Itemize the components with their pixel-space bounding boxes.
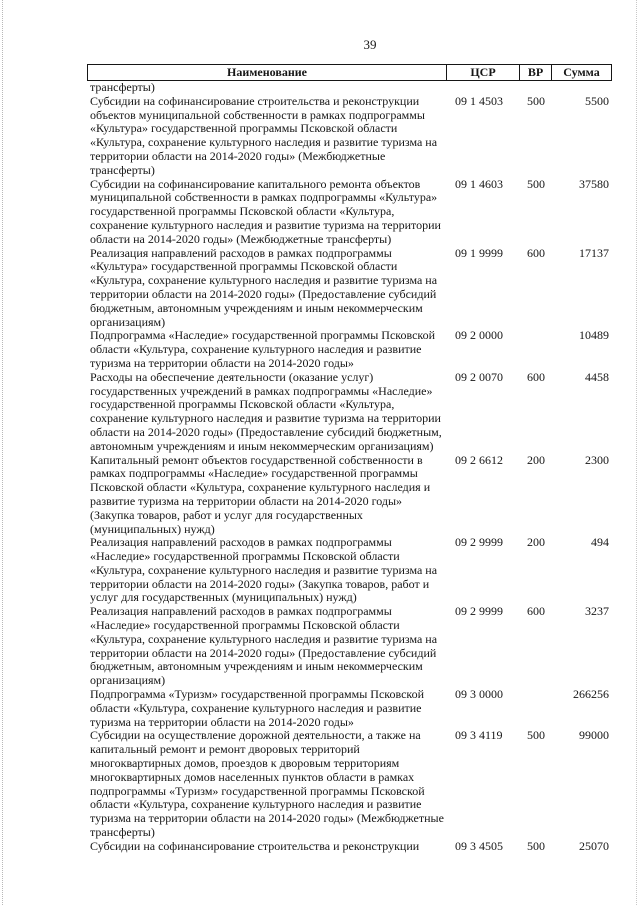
csr-code-cell: 09 3 4119: [455, 728, 503, 743]
table-row: [87, 247, 612, 330]
expense-name-cell: Расходы на обеспечение деятельности (оказание услуг) государственных учреждений в рамках подпрограммы «Наследие» государственной программы Псковской области «Культура, сохранение культурного наследия и развитие туризма на территории области на 2014-2020 годы» (Предоставление субсидий бюджетным, автономным учреждениям и иным некоммерческим организациям): [90, 369, 442, 453]
amount-cell: 3237: [585, 604, 609, 619]
table-body: [87, 81, 612, 854]
amount-cell: 37580: [579, 176, 609, 191]
vr-code-cell: 500: [527, 176, 545, 191]
expense-name-cell: Капитальный ремонт объектов государственной собственности в рамках подпрограммы «Наследие» государственной программы Псковской области «Культура, сохранение культурного наследия и развитие туризма на территории области на 2014-2020 годы» (Закупка товаров, работ и услуг для государственных (муниципальных) нужд): [90, 452, 431, 536]
csr-code-cell: 09 3 0000: [455, 687, 503, 702]
amount-cell: 25070: [579, 838, 609, 853]
table-row: [87, 840, 612, 854]
amount-cell: 494: [591, 535, 609, 550]
table-row: [87, 371, 612, 454]
expense-name-cell: Субсидии на софинансирование строительства и реконструкции: [90, 838, 420, 853]
scan-edge-left: [2, 0, 3, 905]
csr-code-cell: 09 1 9999: [455, 245, 503, 260]
expense-name-cell: трансферты): [90, 80, 155, 94]
column-header-vr: ВР: [520, 65, 552, 80]
amount-cell: [552, 81, 612, 95]
table-row: [87, 178, 612, 247]
table-row: [87, 605, 612, 688]
expense-name-cell: Реализация направлений расходов в рамках подпрограммы «Наследие» государственной программы Псковской области «Культура, сохранение культурного наследия и развитие туризма на территории области на 2014-2020 годы» (Предоставление субсидий бюджетным, автономным учреждениям и иным некоммерческим организациям): [90, 604, 438, 688]
csr-code-cell: 09 2 9999: [455, 535, 503, 550]
csr-code-cell: 09 2 6612: [455, 452, 503, 467]
table-row: [87, 729, 612, 839]
column-header-sum: Сумма: [563, 65, 600, 79]
vr-code-cell: 500: [527, 728, 545, 743]
amount-cell: 266256: [573, 687, 609, 702]
vr-code-cell: 600: [527, 604, 545, 619]
csr-code-cell: [447, 81, 520, 95]
vr-code-cell: 200: [527, 452, 545, 467]
vr-code-cell: 200: [527, 535, 545, 550]
table-row: [87, 454, 612, 537]
column-header-name: Наименование: [88, 65, 447, 80]
expense-name-cell: Субсидии на софинансирование капитального ремонта объектов муниципальной собственности в рамках подпрограммы «Культура» государственной программы Псковской области «Культура, сохранение культурного наследия и развитие туризма на территории области на 2014-2020 годы» (Межбюджетные трансферты): [90, 176, 441, 246]
csr-code-cell: 09 2 0000: [455, 328, 503, 343]
expense-name-cell: Подпрограмма «Наследие» государственной программы Псковской области «Культура, сохранение культурного наследия и развитие туризма на территории области на 2014-2020 годы»: [90, 328, 436, 370]
table-row: [87, 95, 612, 178]
vr-code-cell: 600: [527, 369, 545, 384]
vr-code-cell: [520, 688, 552, 729]
expense-name-cell: Субсидии на осуществление дорожной деятельности, а также на капитальный ремонт и ремонт дворовых территорий многоквартирных домов, проездов к дворовым территориям многоквартирных домов населенных пунктов области в рамках подпрограммы «Туризм» государственной программы Псковской области «Культура, сохранение культурного наследия и развитие туризма на территории области на 2014-2020 годы» (Межбюджетные трансферты): [90, 728, 444, 840]
column-header-csr: ЦСР: [447, 65, 520, 80]
expense-name-cell: Подпрограмма «Туризм» государственной программы Псковской области «Культура, сохранение культурного наследия и развитие туризма на территории области на 2014-2020 годы»: [90, 687, 425, 729]
expense-name-cell: Реализация направлений расходов в рамках подпрограммы «Культура» государственной программы Псковской области «Культура, сохранение культурного наследия и развитие туризма на территории области на 2014-2020 годы» (Предоставление субсидий бюджетным, автономным учреждениям и иным некоммерческим организациям): [90, 245, 438, 329]
expense-name-cell: Реализация направлений расходов в рамках подпрограммы «Наследие» государственной программы Псковской области «Культура, сохранение культурного наследия и развитие туризма на территории области на 2014-2020 годы» (Закупка товаров, работ и услуг для государственных (муниципальных) нужд): [90, 535, 438, 605]
table-header: [87, 64, 612, 81]
vr-code-cell: [520, 329, 552, 370]
table-row: [87, 536, 612, 605]
csr-code-cell: 09 2 0070: [455, 369, 503, 384]
page-number: 39: [363, 37, 377, 52]
vr-code-cell: 500: [527, 93, 545, 108]
table-row: [87, 688, 612, 729]
amount-cell: 10489: [579, 328, 609, 343]
vr-code-cell: 600: [527, 245, 545, 260]
csr-code-cell: 09 3 4505: [455, 838, 503, 853]
expense-name-cell: Субсидии на софинансирование строительства и реконструкции объектов муниципальной собственности в рамках подпрограммы «Культура» государственной программы Псковской области «Культура, сохранение культурного наследия и развитие туризма на территории области на 2014-2020 годы» (Межбюджетные трансферты): [90, 93, 438, 177]
budget-table: [87, 64, 612, 854]
amount-cell: 17137: [579, 245, 609, 260]
vr-code-cell: 500: [527, 838, 545, 853]
csr-code-cell: 09 1 4603: [455, 176, 503, 191]
amount-cell: 5500: [585, 93, 609, 108]
scan-edge-right: [636, 0, 637, 905]
amount-cell: 2300: [585, 452, 609, 467]
amount-cell: 99000: [579, 728, 609, 743]
table-row: [87, 329, 612, 370]
table-row: [87, 81, 612, 95]
csr-code-cell: 09 1 4503: [455, 93, 503, 108]
csr-code-cell: 09 2 9999: [455, 604, 503, 619]
vr-code-cell: [520, 81, 552, 95]
amount-cell: 4458: [585, 369, 609, 384]
